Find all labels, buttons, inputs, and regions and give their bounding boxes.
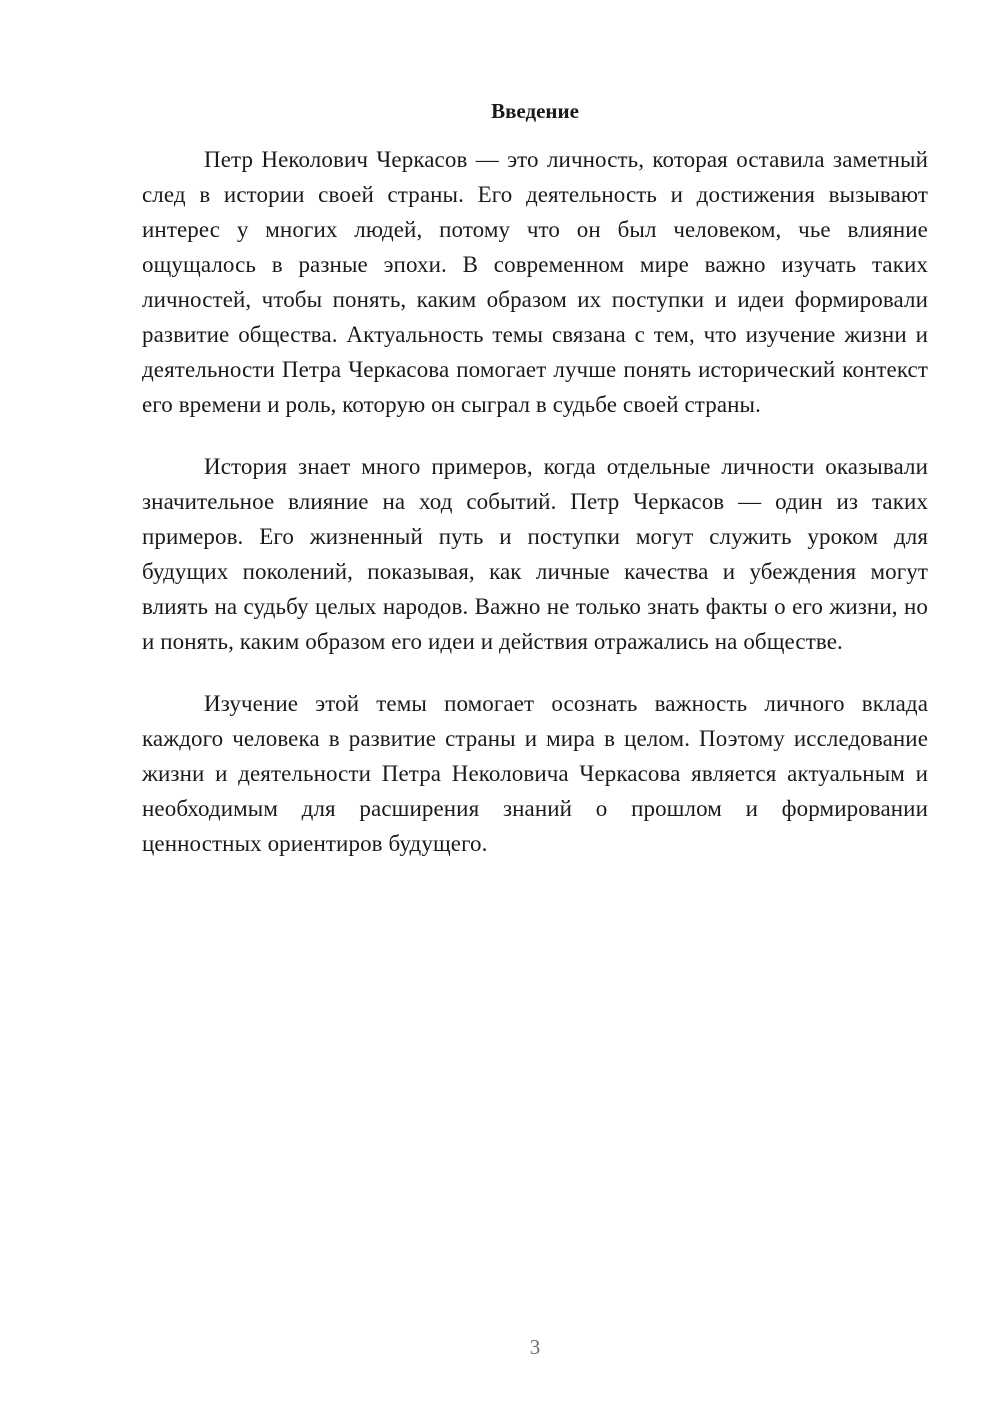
page-number: 3 bbox=[529, 1335, 541, 1359]
paragraph-1: Петр Неколович Черкасов — это личность, которая оставила заметный след в истории своей страны. Его деятельность и достижения вызывают интерес у многих людей, потому что он был человеком, чье влияние ощущалось в разные эпохи. В современном мире важно изучать таких личностей, чтобы понять, каким образом их поступки и идеи формировали развитие общества. Актуальность темы связана с тем, что изучение жизни и деятельности Петра Черкасова помогает лучше понять исторический контекст его времени и роль, которую он сыграл в судьбе своей страны. bbox=[142, 147, 928, 417]
paragraph-3: Изучение этой темы помогает осознать важность личного вклада каждого человека в развитие страны и мира в целом. Поэтому исследование жизни и деятельности Петра Неколовича Черкасова является актуальным и необходимым для расширения знаний о прошлом и формировании ценностных ориентиров будущего. bbox=[142, 691, 928, 856]
document-body bbox=[142, 142, 928, 888]
paragraph-2: История знает много примеров, когда отдельные личности оказывали значительное влияние на ход событий. Петр Черкасов — один из таких примеров. Его жизненный путь и поступки могут служить уроком для будущих поколений, показывая, как личные качества и убеждения могут влиять на судьбу целых народов. Важно не только знать факты о его жизни, но и понять, каким образом его идеи и действия отражались на обществе. bbox=[142, 454, 928, 654]
section-heading: Введение bbox=[491, 99, 579, 123]
